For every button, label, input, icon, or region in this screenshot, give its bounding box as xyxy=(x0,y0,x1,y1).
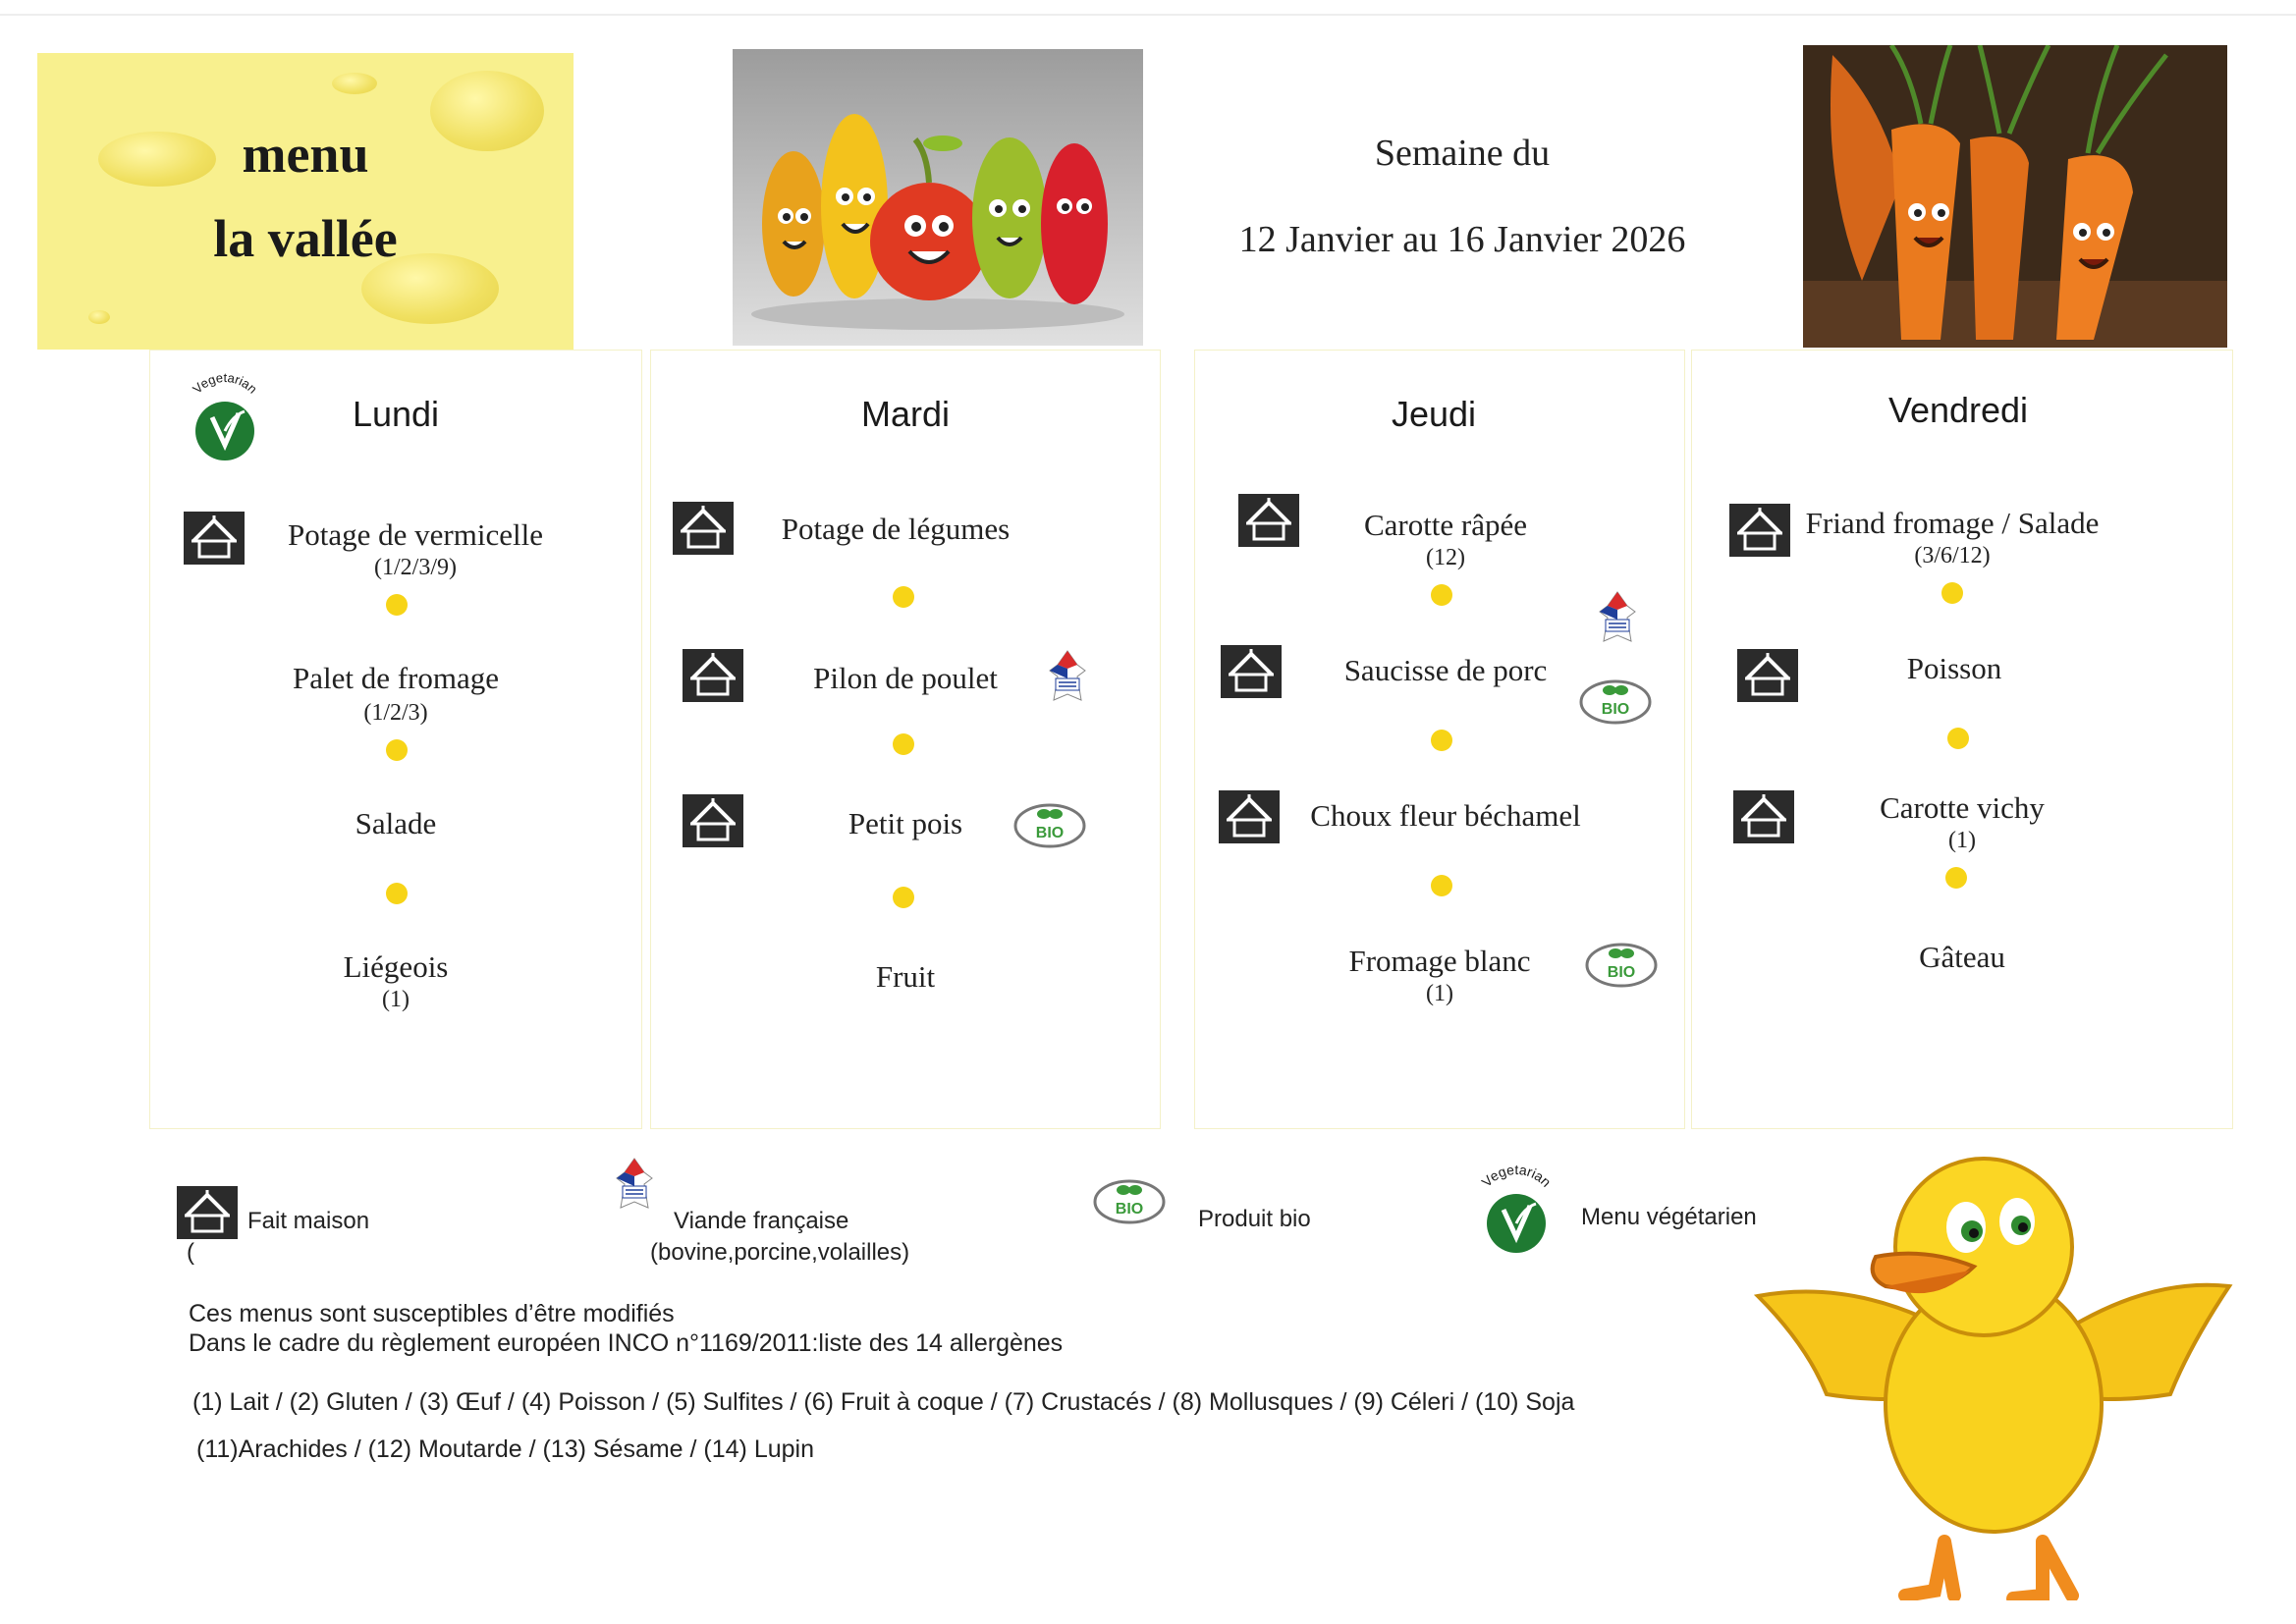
dish-name: Fruit xyxy=(875,959,936,994)
legend-viande-francaise-label: Viande française xyxy=(674,1208,849,1234)
dish-name: Carotte râpée xyxy=(1363,508,1528,542)
separator-dot xyxy=(1431,875,1452,896)
dish-name: Salade xyxy=(355,806,437,840)
legend-vegetarian-icon xyxy=(1467,1164,1565,1255)
vegetarian-badge-icon xyxy=(180,372,270,462)
cheese-title-banner xyxy=(37,53,574,350)
separator-dot xyxy=(893,586,914,608)
dish-allergens: (1/2/3/9) xyxy=(374,555,457,580)
dish-allergens: (12) xyxy=(1426,545,1465,570)
menu-subtitle: la vallée xyxy=(213,209,398,268)
legend-viande-francaise-icon xyxy=(615,1157,654,1218)
separator-dot xyxy=(386,739,408,761)
legend-viande-francaise-detail: (bovine,porcine,volailles) xyxy=(650,1239,910,1266)
cheese-hole xyxy=(332,73,377,94)
bio-icon xyxy=(1578,675,1653,726)
dish-name: Pilon de poulet xyxy=(813,661,998,695)
svg-text:BIO: BIO xyxy=(1607,964,1636,981)
allergen-list-line-2: (11)Arachides / (12) Moutarde / (13) Sésame / (14) Lupin xyxy=(196,1435,814,1463)
viande-francaise-icon xyxy=(1598,590,1637,651)
dish-name: Potage de légumes xyxy=(781,512,1011,546)
svg-text:BIO: BIO xyxy=(1601,701,1630,718)
notice-line-1: Ces menus sont susceptibles d’être modifiés xyxy=(189,1300,675,1327)
fruit-characters-image xyxy=(733,49,1143,346)
separator-dot xyxy=(1947,728,1969,749)
day-column-vendredi xyxy=(1691,350,2233,1129)
dish-name: Choux fleur béchamel xyxy=(1310,798,1581,833)
duck-mascot-image xyxy=(1748,1149,2239,1600)
day-column-jeudi xyxy=(1194,350,1685,1129)
separator-dot xyxy=(893,733,914,755)
menu-title: menu xyxy=(242,125,369,184)
dish-name: Saucisse de porc xyxy=(1343,653,1548,687)
viande-francaise-icon xyxy=(1048,649,1087,710)
dish-name: Petit pois xyxy=(847,806,963,840)
bio-icon xyxy=(1012,798,1087,849)
week-dates: 12 Janvier au 16 Janvier 2026 xyxy=(1238,219,1686,260)
week-label: Semaine du xyxy=(1374,133,1551,174)
dish-name: Liégeois xyxy=(343,949,449,984)
cheese-hole xyxy=(88,310,110,324)
day-title: Lundi xyxy=(352,394,440,434)
legend-fait-maison-label: Fait maison xyxy=(247,1208,370,1234)
dish-name: Fromage blanc xyxy=(1348,944,1531,978)
bio-icon xyxy=(1584,938,1659,989)
day-title: Vendredi xyxy=(1887,390,2029,430)
dish-allergens: (1) xyxy=(1948,828,1976,853)
dish-allergens: (1) xyxy=(1426,981,1453,1006)
legend-fait-maison-icon xyxy=(177,1186,238,1239)
separator-dot xyxy=(1941,582,1963,604)
day-title: Jeudi xyxy=(1391,394,1477,434)
carrot-characters-image xyxy=(1803,45,2227,348)
legend-bio-icon xyxy=(1092,1174,1167,1225)
separator-dot xyxy=(386,594,408,616)
separator-dot xyxy=(1431,730,1452,751)
day-title: Mardi xyxy=(860,394,951,434)
svg-text:BIO: BIO xyxy=(1035,825,1065,841)
legend-menu-vegetarien-label: Menu végétarien xyxy=(1581,1204,1757,1230)
dish-name: Gâteau xyxy=(1919,940,2005,974)
dish-allergens: (3/6/12) xyxy=(1914,543,1991,568)
dish-allergens: (1) xyxy=(382,987,410,1012)
allergen-list-line-1: (1) Lait / (2) Gluten / (3) Œuf / (4) Poisson / (5) Sulfites / (6) Fruit à coque / (7) Crustacés / (8) Mollusques / (9) Céleri / (10) Soja xyxy=(192,1388,1575,1416)
dish-name: Potage de vermicelle xyxy=(288,517,543,552)
top-border-line xyxy=(0,14,2296,16)
dish-name: Carotte vichy xyxy=(1880,790,2045,825)
separator-dot xyxy=(1945,867,1967,889)
separator-dot xyxy=(893,887,914,908)
dish-name: Palet de fromage xyxy=(292,661,500,695)
legend-produit-bio-label: Produit bio xyxy=(1198,1206,1311,1232)
dish-name: Poisson xyxy=(1906,651,2002,685)
svg-text:BIO: BIO xyxy=(1115,1201,1144,1218)
notice-line-2: Dans le cadre du règlement européen INCO n°1169/2011:liste des 14 allergènes xyxy=(189,1329,1064,1357)
svg-text:Vegetarian: Vegetarian xyxy=(1478,1164,1555,1190)
separator-dot xyxy=(386,883,408,904)
legend-fait-maison-extra: ( xyxy=(187,1239,194,1266)
dish-allergens: (1/2/3) xyxy=(363,700,428,726)
separator-dot xyxy=(1431,584,1452,606)
day-column-mardi xyxy=(650,350,1161,1129)
svg-text:Vegetarian: Vegetarian xyxy=(190,372,260,397)
day-column-lundi xyxy=(149,350,642,1129)
dish-name: Friand fromage / Salade xyxy=(1805,506,2100,540)
